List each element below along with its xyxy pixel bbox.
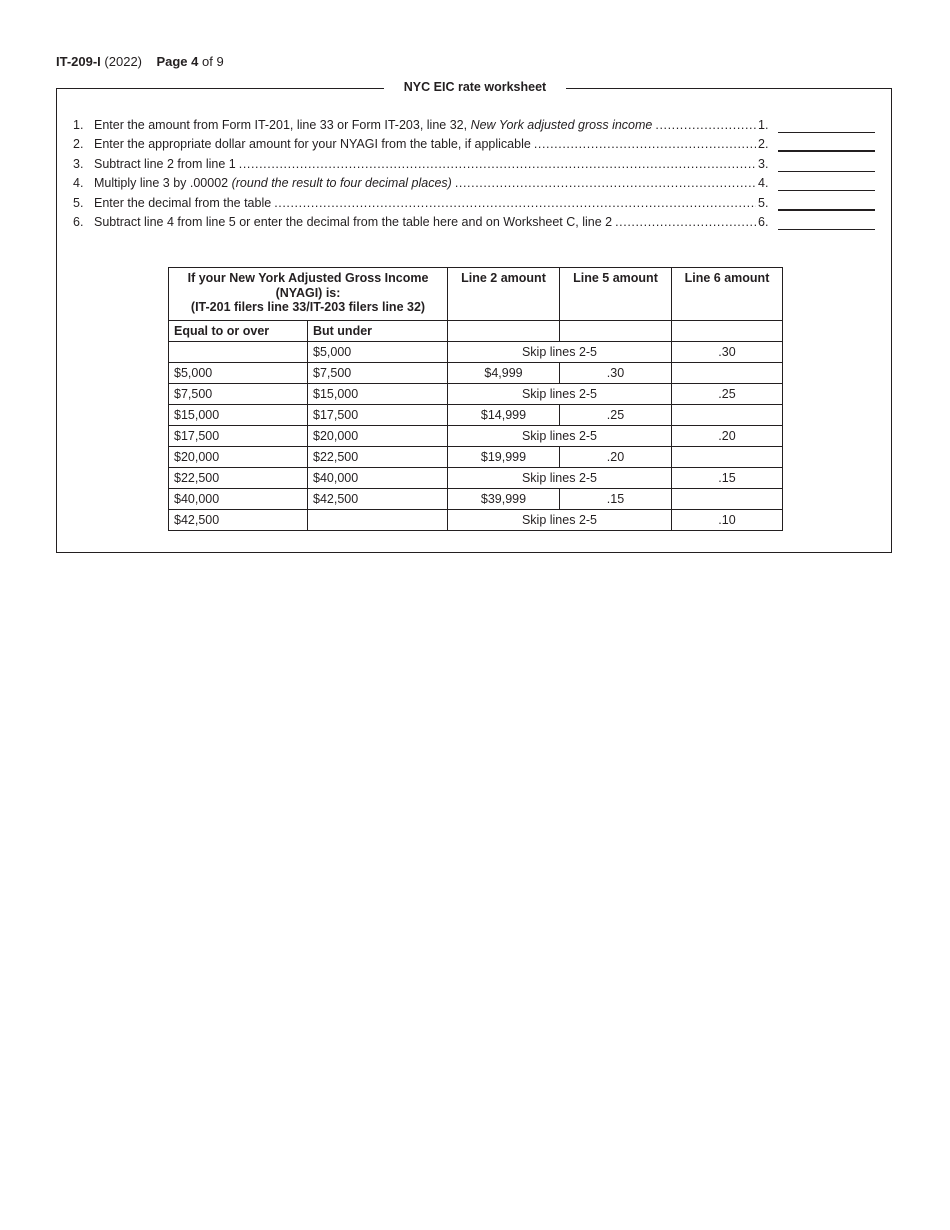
line-ref-number: 3. [758, 156, 769, 171]
table-row [169, 363, 783, 384]
leader-dots [271, 196, 756, 211]
table-row [169, 489, 783, 510]
line-6-cell [672, 363, 783, 384]
line-number: 1. [73, 117, 84, 132]
line-2-cell: $14,999 [448, 405, 560, 426]
leader-dots [236, 157, 756, 172]
line-5-amount-header: Line 5 amount [560, 268, 672, 321]
line-6-amount-header: Line 6 amount [672, 268, 783, 321]
page-number: 4 [191, 54, 199, 69]
but-under-cell: $20,000 [308, 426, 448, 447]
worksheet-lines [73, 113, 875, 230]
line-1-answer-field[interactable] [778, 117, 875, 133]
page-label: Page [156, 54, 188, 69]
line-5-cell: .20 [560, 447, 672, 468]
line-ref-number: 5. [758, 195, 769, 210]
equal-or-over-cell: $7,500 [169, 384, 308, 405]
line-6-cell [672, 405, 783, 426]
line-text: Enter the appropriate dollar amount for your NYAGI from the table, if applicable [94, 137, 531, 151]
table-row [169, 384, 783, 405]
line-text: Enter the amount from Form IT-201, line 33 or Form IT-203, line 32, [94, 117, 471, 132]
nyagi-header-line-2: (NYAGI) is: [275, 285, 341, 300]
line-text: Multiply line 3 by .00002 [94, 176, 232, 190]
line-6-cell: .20 [672, 426, 783, 447]
worksheet-line-5 [73, 191, 875, 211]
skip-lines-cell: Skip lines 2-5 [448, 510, 672, 531]
line-text: Enter the decimal from the table [94, 195, 272, 210]
line-2-cell: $19,999 [448, 447, 560, 468]
leader-dots [452, 176, 756, 191]
table-subheader-row [169, 321, 783, 342]
line-5-cell: .15 [560, 489, 672, 510]
line-6-answer-field[interactable] [778, 214, 875, 230]
skip-lines-cell: Skip lines 2-5 [448, 468, 672, 489]
worksheet-line-6 [73, 211, 875, 231]
nyagi-header [169, 268, 448, 321]
table-row [169, 342, 783, 363]
equal-or-over-cell: $15,000 [169, 405, 308, 426]
line-6-cell: .15 [672, 468, 783, 489]
line-text-italic: New York adjusted gross income [470, 117, 653, 132]
line-5-cell: .30 [560, 363, 672, 384]
but-under-cell: $17,500 [308, 405, 448, 426]
table-row [169, 447, 783, 468]
nyagi-rate-table [168, 267, 783, 531]
line-ref-number: 4. [758, 176, 769, 190]
line-ref-number: 2. [758, 137, 769, 151]
worksheet-line-1 [73, 113, 875, 133]
page-header [56, 54, 224, 69]
equal-or-over-cell [169, 342, 308, 363]
line-text: Subtract line 4 from line 5 or enter the decimal from the table here and on Worksheet C, line 2 [94, 215, 613, 229]
but-under-cell [308, 510, 448, 531]
line-number: 5. [73, 195, 84, 210]
line-ref-number: 6. [758, 215, 769, 229]
worksheet-title: NYC EIC rate worksheet [384, 79, 566, 95]
skip-lines-cell: Skip lines 2-5 [448, 426, 672, 447]
equal-or-over-cell: $17,500 [169, 426, 308, 447]
line-number: 3. [73, 156, 84, 171]
nyagi-header-line-3: (IT-201 filers line 33/IT-203 filers line 32) [190, 300, 426, 314]
line-ref-number: 1. [758, 117, 769, 132]
but-under-header: But under [308, 321, 448, 342]
table-row [169, 405, 783, 426]
worksheet-line-2 [73, 133, 875, 153]
skip-lines-cell: Skip lines 2-5 [448, 384, 672, 405]
table-row [169, 468, 783, 489]
table-row [169, 426, 783, 447]
but-under-cell: $22,500 [308, 447, 448, 468]
line-6-cell: .25 [672, 384, 783, 405]
table-row [169, 510, 783, 531]
equal-or-over-cell: $22,500 [169, 468, 308, 489]
equal-or-over-cell: $40,000 [169, 489, 308, 510]
skip-lines-cell: Skip lines 2-5 [448, 342, 672, 363]
line-4-answer-field[interactable] [778, 175, 875, 191]
but-under-cell: $5,000 [308, 342, 448, 363]
but-under-cell: $42,500 [308, 489, 448, 510]
worksheet-line-3 [73, 152, 875, 172]
line-6-cell: .30 [672, 342, 783, 363]
line-5-answer-field[interactable] [778, 194, 875, 211]
equal-or-over-cell: $5,000 [169, 363, 308, 384]
line-6-cell [672, 447, 783, 468]
equal-or-over-cell: $20,000 [169, 447, 308, 468]
table-header-row [169, 268, 783, 321]
but-under-cell: $15,000 [308, 384, 448, 405]
line-2-amount-header: Line 2 amount [448, 268, 560, 321]
line-number: 2. [73, 137, 84, 151]
line-2-cell: $39,999 [448, 489, 560, 510]
equal-or-over-header: Equal to or over [169, 321, 308, 342]
line-2-cell: $4,999 [448, 363, 560, 384]
form-year: (2022) [104, 54, 142, 69]
leader-dots [612, 215, 756, 230]
line-6-cell: .10 [672, 510, 783, 531]
line-text: Subtract line 2 from line 1 [94, 156, 236, 171]
equal-or-over-cell: $42,500 [169, 510, 308, 531]
worksheet-line-4 [73, 172, 875, 192]
line-number: 4. [73, 176, 84, 190]
but-under-cell: $7,500 [308, 363, 448, 384]
line-5-cell: .25 [560, 405, 672, 426]
nyagi-header-line-1: If your New York Adjusted Gross Income [187, 271, 429, 285]
but-under-cell: $40,000 [308, 468, 448, 489]
line-text-italic: (round the result to four decimal places) [231, 176, 452, 190]
leader-dots [531, 137, 756, 152]
leader-dots [652, 118, 756, 133]
line-6-cell [672, 489, 783, 510]
page-of: of 9 [202, 54, 224, 69]
line-2-answer-field[interactable] [778, 135, 875, 152]
line-3-answer-field[interactable] [778, 156, 875, 172]
line-number: 6. [73, 215, 84, 229]
form-id: IT-209-I [56, 54, 101, 69]
